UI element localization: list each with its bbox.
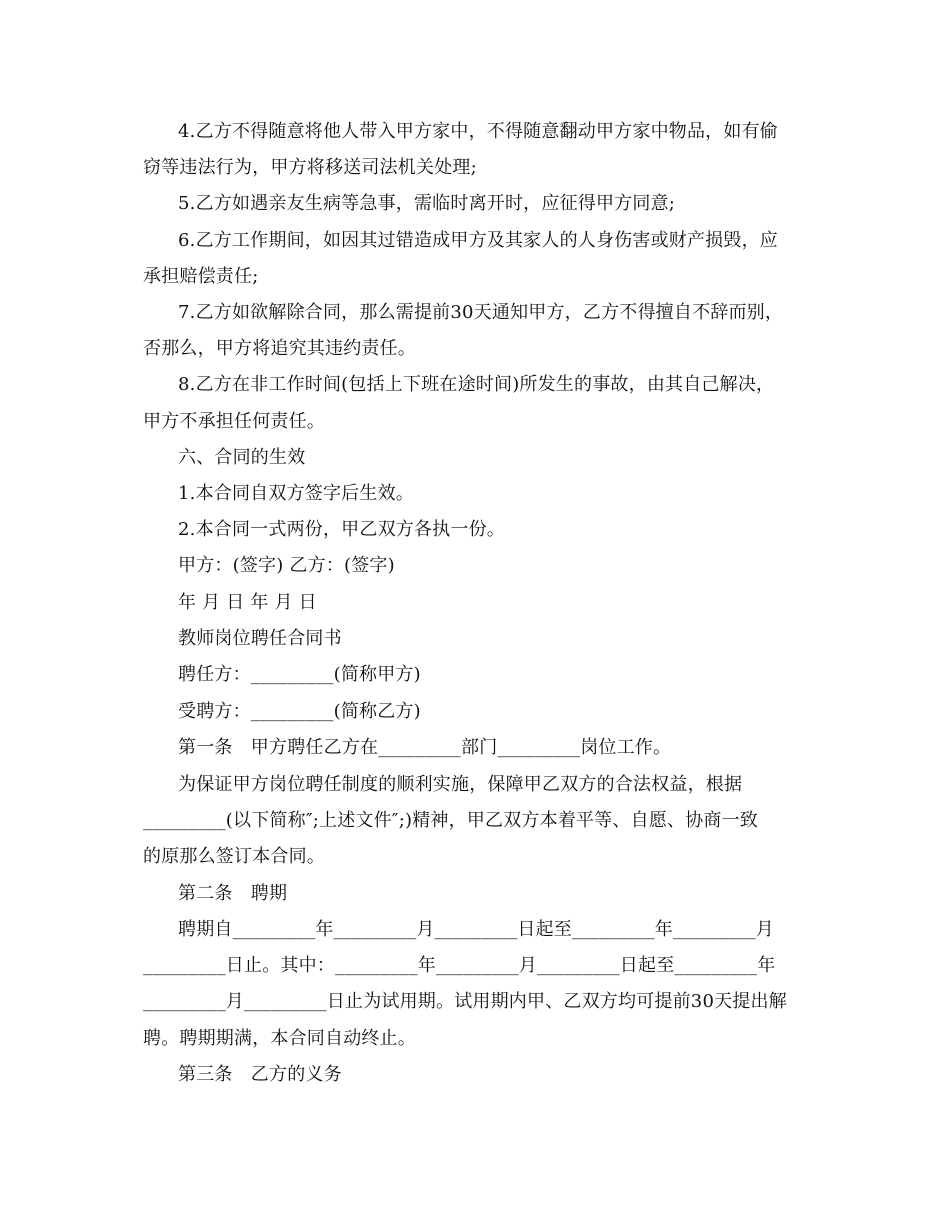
paragraph-line: 1.本合同自双方签字后生效。 bbox=[178, 483, 414, 504]
document-title: 教师岗位聘任合同书 bbox=[178, 628, 342, 649]
paragraph-line: _________日止。其中：_________年_________月_________日起至_________年 bbox=[143, 955, 776, 976]
paragraph-line: 为保证甲方岗位聘任制度的顺利实施，保障甲乙双方的合法权益，根据 bbox=[178, 774, 743, 795]
section-heading: 六、合同的生效 bbox=[178, 447, 306, 468]
paragraph-line: 8.乙方在非工作时间(包括上下班在途时间)所发生的事故，由其自己解决， bbox=[178, 374, 775, 395]
date-line: 年 月 日 年 月 日 bbox=[178, 592, 317, 613]
paragraph-line: 否那么，甲方将追究其违约责任。 bbox=[143, 338, 416, 359]
paragraph-line: 甲方不承担任何责任。 bbox=[143, 411, 325, 432]
paragraph-line: 窃等违法行为，甲方将移送司法机关处理; bbox=[143, 157, 477, 178]
employer-field: 聘任方：_________(简称甲方) bbox=[178, 664, 421, 685]
paragraph-line: 的原那么签订本合同。 bbox=[143, 846, 325, 867]
article-three-heading: 第三条 乙方的义务 bbox=[178, 1064, 342, 1085]
paragraph-line: 4.乙方不得随意将他人带入甲方家中，不得随意翻动甲方家中物品，如有偷 bbox=[178, 121, 778, 142]
paragraph-line: 6.乙方工作期间，如因其过错造成甲方及其家人的人身伤害或财产损毁，应 bbox=[178, 230, 778, 251]
paragraph-line: 聘期自_________年_________月_________日起至_________年_________月 bbox=[178, 919, 774, 940]
paragraph-line: 聘。聘期期满，本合同自动终止。 bbox=[143, 1028, 416, 1049]
paragraph-line: 2.本合同一式两份，甲乙双方各执一份。 bbox=[178, 519, 505, 540]
signature-line: 甲方：(签字) 乙方：(签字) bbox=[178, 555, 395, 576]
paragraph-line: 承担赔偿责任; bbox=[143, 266, 259, 287]
paragraph-line: 7.乙方如欲解除合同，那么需提前30天通知甲方，乙方不得擅自不辞而别， bbox=[178, 302, 784, 323]
paragraph-line: _________(以下简称″;上述文件″;)精神，甲乙双方本着平等、自愿、协商一致 bbox=[143, 810, 759, 831]
paragraph-line: _________月_________日止为试用期。试用期内甲、乙双方均可提前30天提出解 bbox=[143, 991, 787, 1012]
article-two-heading: 第二条 聘期 bbox=[178, 883, 288, 904]
employee-field: 受聘方：_________(简称乙方) bbox=[178, 701, 421, 722]
article-one: 第一条 甲方聘任乙方在_________部门_________岗位工作。 bbox=[178, 737, 672, 758]
paragraph-line: 5.乙方如遇亲友生病等急事，需临时离开时，应征得甲方同意; bbox=[178, 193, 676, 214]
